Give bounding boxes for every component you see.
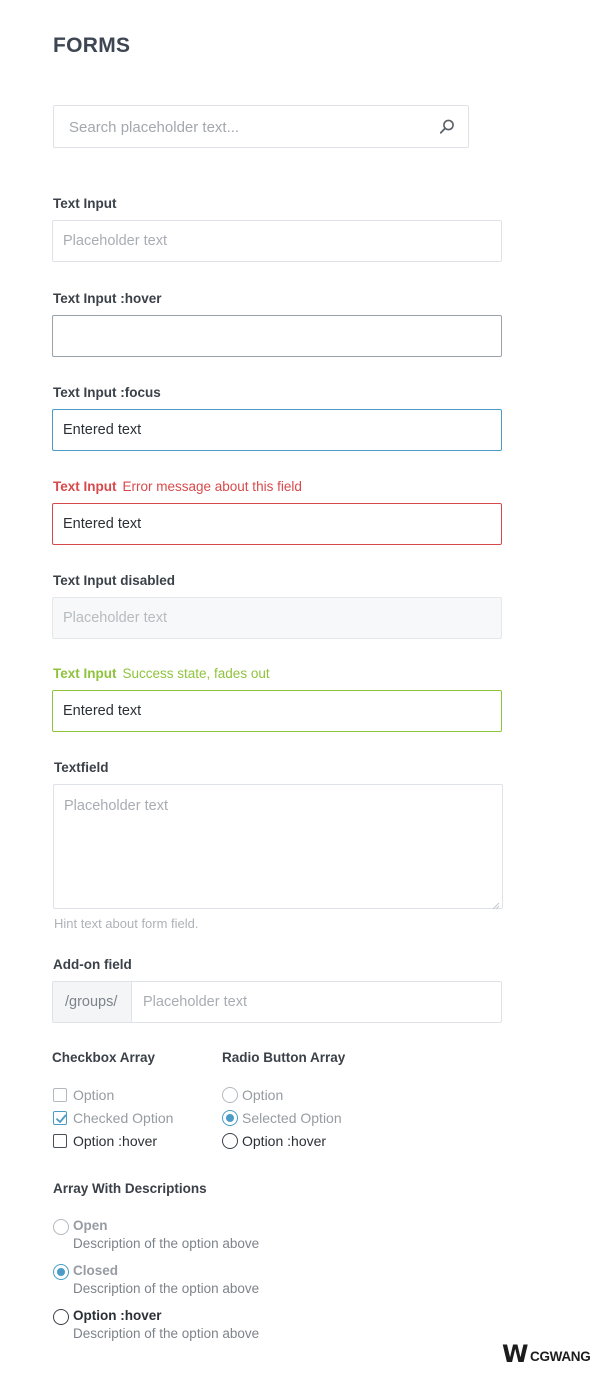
text-input-disabled (52, 597, 502, 639)
error-message: Error message about this field (122, 479, 302, 494)
resize-grip-icon[interactable] (492, 898, 500, 906)
checkbox-option[interactable] (53, 1087, 203, 1105)
described-option-hover[interactable] (53, 1308, 293, 1344)
checkbox-checked-option[interactable] (53, 1110, 203, 1128)
radio-icon[interactable] (222, 1087, 238, 1103)
option-description: Description of the option above (73, 1236, 260, 1251)
checkbox-array-title: Checkbox Array (52, 1050, 156, 1065)
checkbox-icon[interactable] (53, 1134, 67, 1148)
text-input-success[interactable] (52, 690, 502, 732)
watermark-text: CGWANG (530, 1349, 591, 1364)
text-input-hover-label: Text Input :hover (53, 291, 162, 306)
described-option-open[interactable] (53, 1218, 293, 1254)
checkbox-option-label: Option :hover (73, 1133, 158, 1149)
option-name: Closed (73, 1263, 119, 1278)
text-input-disabled-placeholder: Placeholder text (63, 610, 167, 626)
radio-option-label: Option (242, 1087, 284, 1103)
radio-option-label: Option :hover (242, 1133, 327, 1149)
text-input-success-value: Entered text (63, 703, 142, 719)
radio-array-title: Radio Button Array (222, 1050, 346, 1065)
text-input-error[interactable] (52, 503, 502, 545)
described-array-title: Array With Descriptions (53, 1181, 207, 1196)
page-title: FORMS (53, 34, 131, 57)
search-input[interactable] (53, 105, 469, 148)
textfield-label: Textfield (54, 760, 109, 775)
radio-icon[interactable] (53, 1219, 69, 1235)
error-field-label: Text Input (53, 479, 117, 494)
text-input-success-label (53, 666, 270, 681)
checkbox-hover-option[interactable] (53, 1133, 203, 1151)
radio-icon[interactable] (53, 1309, 69, 1325)
text-input-focus-label: Text Input :focus (53, 385, 161, 400)
text-input-error-value: Entered text (63, 516, 142, 532)
success-field-label: Text Input (53, 666, 117, 681)
text-input[interactable] (52, 220, 502, 262)
addon-field-label: Add-on field (53, 957, 132, 972)
watermark-w-icon: W (502, 1340, 527, 1368)
addon-field[interactable] (52, 981, 502, 1023)
checkbox-option-label: Checked Option (73, 1110, 174, 1126)
textfield-hint: Hint text about form field. (54, 916, 199, 931)
text-input-focus-value: Entered text (63, 422, 142, 438)
text-input-focus[interactable] (52, 409, 502, 451)
addon-prefix-text: /groups/ (65, 994, 118, 1010)
addon-placeholder: Placeholder text (143, 994, 247, 1010)
search-placeholder: Search placeholder text... (69, 119, 240, 136)
checkbox-icon[interactable] (53, 1088, 67, 1102)
option-description: Description of the option above (73, 1281, 260, 1296)
radio-option[interactable] (222, 1087, 382, 1105)
described-option-closed[interactable] (53, 1263, 293, 1299)
option-name: Option :hover (73, 1308, 162, 1323)
radio-selected-icon[interactable] (222, 1110, 238, 1126)
textfield-input[interactable] (53, 784, 503, 909)
radio-icon[interactable] (222, 1133, 238, 1149)
radio-option-label: Selected Option (242, 1110, 342, 1126)
radio-selected-option[interactable] (222, 1110, 382, 1128)
option-description: Description of the option above (73, 1326, 260, 1341)
radio-hover-option[interactable] (222, 1133, 382, 1151)
text-input-disabled-label: Text Input disabled (53, 573, 176, 588)
radio-selected-icon[interactable] (53, 1264, 69, 1280)
check-icon (55, 1113, 67, 1125)
textfield-placeholder: Placeholder text (64, 798, 168, 814)
addon-prefix (53, 982, 132, 1022)
watermark-logo (500, 1340, 598, 1368)
option-name: Open (73, 1218, 108, 1233)
success-message: Success state, fades out (122, 666, 270, 681)
text-input-hover[interactable] (52, 315, 502, 357)
text-input-error-label (53, 479, 302, 494)
search-icon[interactable] (438, 118, 456, 136)
checkbox-option-label: Option (73, 1087, 115, 1103)
checkbox-checked-icon[interactable] (53, 1111, 67, 1125)
text-input-label: Text Input (53, 196, 117, 211)
text-input-placeholder: Placeholder text (63, 233, 167, 249)
